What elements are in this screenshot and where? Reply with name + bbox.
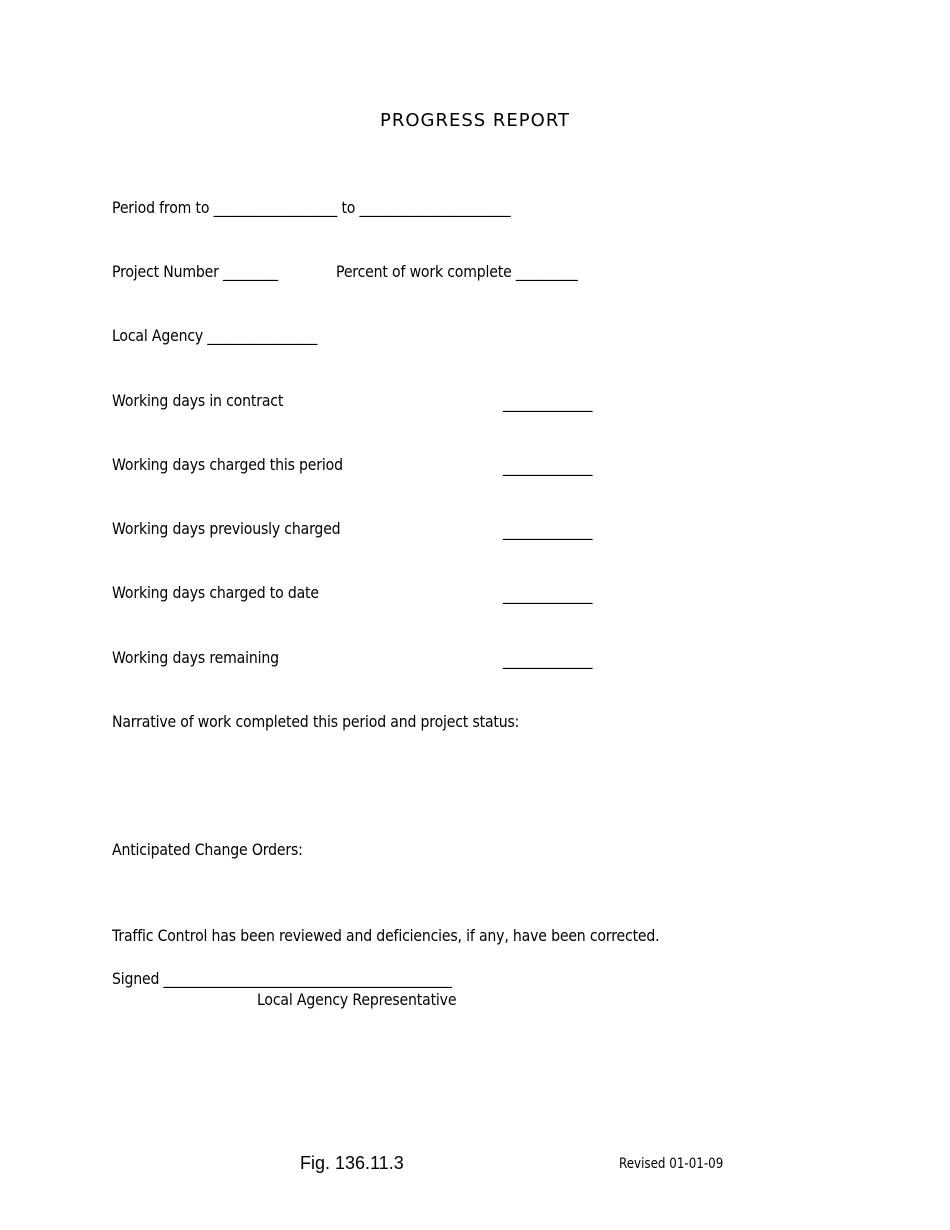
working-days-charged-to-date-blank: _____________ — [503, 585, 593, 604]
working-days-in-contract-label: Working days in contract — [112, 391, 284, 410]
working-days-previously-charged-label: Working days previously charged — [112, 519, 341, 538]
revised-label: Revised 01-01-09 — [619, 1156, 724, 1172]
project-number-line: Project Number ________ — [112, 262, 278, 281]
working-days-charged-this-period-label: Working days charged this period — [112, 455, 343, 474]
signed-line: Signed __________________________________________ — [112, 969, 452, 988]
figure-label: Fig. 136.11.3 — [300, 1153, 404, 1173]
narrative-label: Narrative of work completed this period and project status: — [112, 712, 520, 731]
working-days-remaining-blank: _____________ — [503, 650, 593, 669]
working-days-charged-to-date-label: Working days charged to date — [112, 583, 319, 602]
page-title: PROGRESS REPORT — [379, 110, 571, 131]
percent-complete-line: Percent of work complete _________ — [336, 262, 578, 281]
period-line: Period from to __________________ to ______________________ — [112, 198, 511, 217]
signer-title: Local Agency Representative — [257, 990, 457, 1009]
local-agency-line: Local Agency ________________ — [112, 326, 318, 345]
working-days-charged-this-period-blank: _____________ — [503, 457, 593, 476]
working-days-in-contract-blank: _____________ — [503, 393, 593, 412]
working-days-remaining-label: Working days remaining — [112, 648, 279, 667]
change-orders-label: Anticipated Change Orders: — [112, 840, 303, 859]
traffic-control-statement: Traffic Control has been reviewed and deficiencies, if any, have been corrected. — [112, 926, 660, 945]
working-days-previously-charged-blank: _____________ — [503, 521, 593, 540]
